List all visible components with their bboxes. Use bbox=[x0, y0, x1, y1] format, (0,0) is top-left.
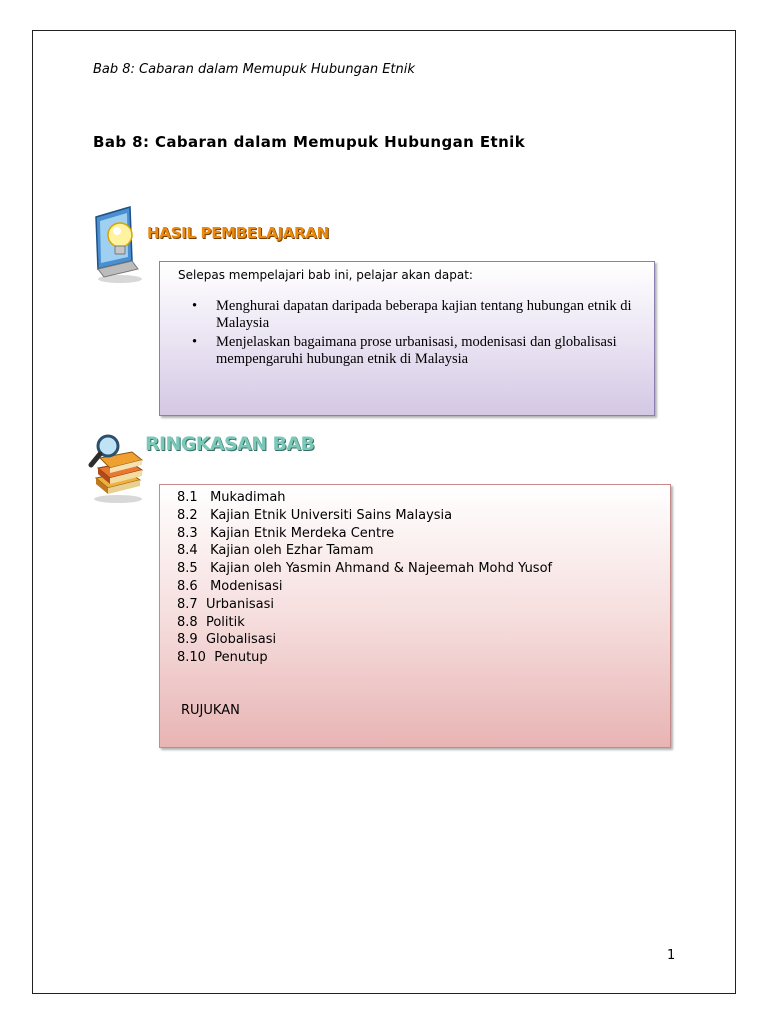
list-item: • Menghurai dapatan daripada beberapa kajian tentang hubungan etnik di Malaysia bbox=[192, 298, 632, 331]
toc-item: 8.1 Mukadimah bbox=[177, 490, 286, 505]
ringkasan-bab-heading: RINGKASAN BAB bbox=[145, 433, 315, 455]
hasil-pembelajaran-heading: HASIL PEMBELAJARAN bbox=[147, 224, 329, 242]
outcomes-intro: Selepas mempelajari bab ini, pelajar akan dapat: bbox=[178, 268, 473, 282]
chapter-title: Bab 8: Cabaran dalam Memupuk Hubungan Etnik bbox=[93, 133, 526, 151]
page-number: 1 bbox=[667, 948, 676, 963]
outcomes-list bbox=[180, 298, 650, 370]
list-item: • Menjelaskan bagaimana prose urbanisasi, modenisasi dan globalisasi mempengaruhi hubungan etnik di Malaysia bbox=[192, 334, 617, 367]
toc-item: 8.10 Penutup bbox=[177, 650, 268, 666]
toc-item: 8.2 Kajian Etnik Universiti Sains Malaysia bbox=[177, 507, 453, 523]
books-magnifier-icon bbox=[88, 432, 148, 504]
references-heading: RUJUKAN bbox=[181, 703, 240, 718]
toc-item: 8.4 Kajian oleh Ezhar Tamam bbox=[177, 543, 374, 559]
lightbulb-monitor-icon bbox=[90, 203, 146, 285]
bullet-icon: • bbox=[192, 298, 198, 314]
bullet-icon: • bbox=[192, 334, 198, 350]
learning-outcomes-box bbox=[159, 261, 655, 416]
toc-item: 8.3 Kajian Etnik Merdeka Centre bbox=[177, 525, 395, 541]
chapter-summary-box bbox=[159, 484, 671, 748]
toc-item: 8.5 Kajian oleh Yasmin Ahmand & Najeemah Mohd Yusof bbox=[177, 561, 553, 577]
toc-item: 8.6 Modenisasi bbox=[177, 578, 283, 594]
toc-list bbox=[177, 489, 552, 667]
running-header: Bab 8: Cabaran dalam Memupuk Hubungan Etnik bbox=[93, 62, 415, 77]
toc-item: 8.8 Politik bbox=[177, 614, 245, 630]
toc-item: 8.7 Urbanisasi bbox=[177, 596, 274, 612]
toc-item: 8.9 Globalisasi bbox=[177, 632, 277, 648]
